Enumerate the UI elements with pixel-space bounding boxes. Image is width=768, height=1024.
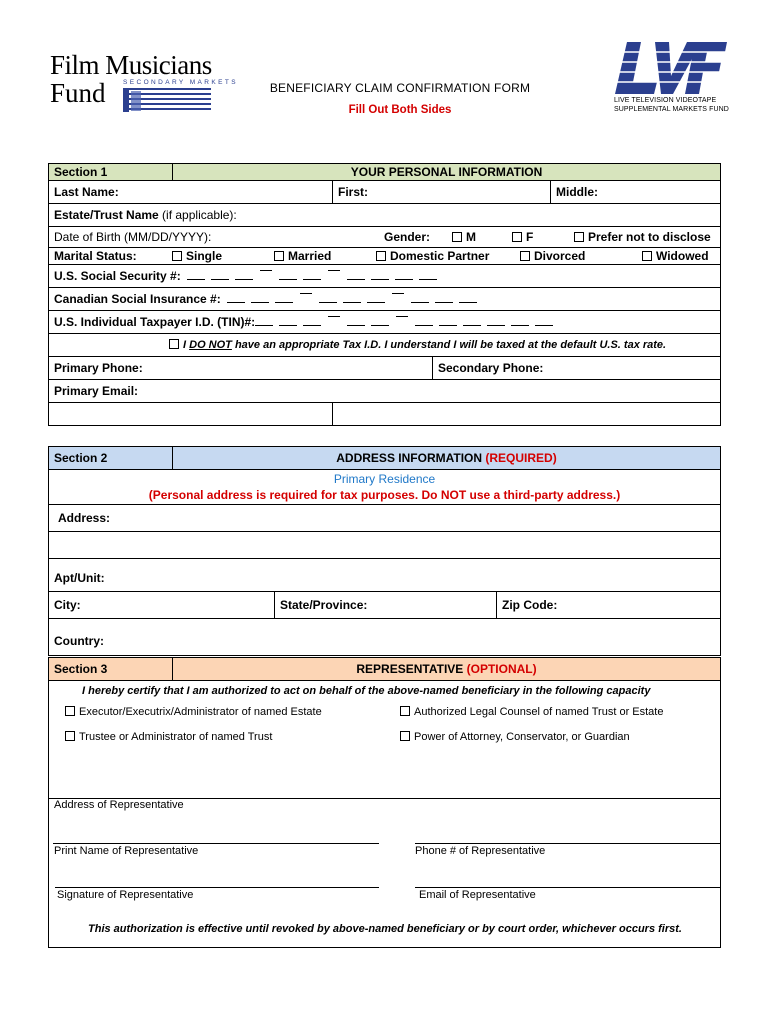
primary-residence-label: Primary Residence	[333, 472, 436, 486]
sin-label: Canadian Social Insurance #:	[54, 292, 221, 306]
trustee-checkbox[interactable]	[65, 731, 75, 741]
trustee-label: Trustee or Administrator of named Trust	[79, 731, 273, 744]
no-tax-id-a: I	[183, 338, 190, 351]
middle-name-label: Middle:	[556, 185, 598, 199]
zip-field[interactable]	[497, 592, 721, 619]
lvf-line1: LIVE TELEVISION VIDEOTAPE	[614, 97, 717, 104]
rep-phone-line	[415, 843, 721, 844]
trustee-option[interactable]	[65, 731, 400, 743]
marital-widowed-checkbox[interactable]	[642, 251, 652, 261]
section1-table	[48, 163, 721, 426]
executor-option[interactable]	[65, 706, 400, 718]
section2-title-cell	[173, 447, 721, 470]
marital-domestic-label: Domestic Partner	[390, 249, 490, 263]
section3-optional: (OPTIONAL)	[466, 662, 537, 676]
no-tax-id-row	[49, 334, 721, 357]
middle-name-field[interactable]	[551, 181, 721, 204]
zip-label: Zip Code:	[502, 598, 558, 612]
estate-trust-field[interactable]	[49, 204, 721, 227]
marital-label: Marital Status:	[54, 249, 137, 263]
section2-title: ADDRESS INFORMATION	[336, 451, 483, 465]
rep-signature-line	[55, 887, 379, 888]
authorization-note: This authorization is effective until revoked by above-named beneficiary or by court order, whichever occurs first.	[88, 923, 682, 935]
rep-email-label: Email of Representative	[419, 889, 536, 901]
rep-phone-label: Phone # of Representative	[415, 845, 546, 857]
section3-title-cell	[173, 658, 721, 681]
marital-married-label: Married	[288, 249, 332, 263]
gender-m-label: M	[466, 230, 476, 244]
country-label: Country:	[54, 634, 104, 648]
certify-text: I hereby certify that I am authorized to act on behalf of the above-named beneficiary in the following capacity	[82, 685, 651, 697]
city-field[interactable]	[49, 592, 275, 619]
rep-name-label: Print Name of Representative	[54, 845, 199, 857]
marital-single-label: Single	[186, 249, 223, 263]
poa-checkbox[interactable]	[400, 731, 410, 741]
marital-widowed-label: Widowed	[656, 249, 709, 263]
primary-email-label: Primary Email:	[54, 384, 139, 398]
representative-block	[49, 799, 721, 948]
section1-title: YOUR PERSONAL INFORMATION	[173, 164, 721, 181]
rep-name-line	[53, 843, 379, 844]
marital-domestic-checkbox[interactable]	[376, 251, 386, 261]
marital-single-checkbox[interactable]	[172, 251, 182, 261]
last-name-field[interactable]	[49, 181, 333, 204]
address-label: Address:	[58, 511, 111, 525]
lvf-line2: SUPPLEMENTAL MARKETS FUND	[614, 106, 729, 113]
secondary-phone-field[interactable]	[433, 357, 721, 380]
state-field[interactable]	[275, 592, 497, 619]
primary-phone-label: Primary Phone:	[54, 361, 143, 375]
email-extra-right[interactable]	[333, 403, 721, 426]
primary-phone-field[interactable]	[49, 357, 433, 380]
primary-email-field[interactable]	[49, 380, 721, 403]
primary-residence-cell	[49, 470, 721, 505]
gender-label: Gender:	[384, 230, 431, 244]
executor-label: Executor/Executrix/Administrator of named Estate	[79, 706, 322, 718]
counsel-label: Authorized Legal Counsel of named Trust or Estate	[414, 706, 664, 718]
tin-label: U.S. Individual Taxpayer I.D. (TIN)#:	[54, 315, 256, 329]
estate-label-rest: (if applicable):	[158, 208, 237, 222]
fmf-logo-line1: Film Musicians	[50, 50, 212, 80]
rep-signature-field[interactable]	[49, 859, 721, 887]
gender-prefer-checkbox[interactable]	[574, 232, 584, 242]
gender-f-label: F	[526, 230, 534, 244]
marital-status-row	[49, 248, 721, 265]
country-field[interactable]	[49, 619, 721, 656]
last-name-label: Last Name:	[54, 185, 119, 199]
executor-checkbox[interactable]	[65, 706, 75, 716]
fmf-logo-line2: Fund	[50, 78, 106, 108]
address-line2-field[interactable]	[49, 532, 721, 559]
fmf-logo-sub: SECONDARY MARKETS	[123, 79, 238, 86]
secondary-phone-label: Secondary Phone:	[438, 361, 544, 375]
section2-label: Section 2	[49, 447, 173, 470]
gender-m-checkbox[interactable]	[452, 232, 462, 242]
email-extra-left[interactable]	[49, 403, 333, 426]
section1-label: Section 1	[49, 164, 173, 181]
ssn-field[interactable]	[49, 265, 721, 288]
capacity-cell	[49, 681, 721, 799]
poa-label: Power of Attorney, Conservator, or Guardian	[414, 731, 630, 744]
first-name-field[interactable]	[333, 181, 551, 204]
rep-address-field[interactable]	[49, 815, 721, 843]
form-subtitle: Fill Out Both Sides	[348, 104, 452, 116]
lvf-logo	[615, 40, 727, 96]
city-label: City:	[54, 598, 81, 612]
address-field[interactable]	[49, 505, 721, 532]
no-tax-id-checkbox[interactable]	[169, 339, 179, 349]
sin-field[interactable]	[49, 288, 721, 311]
tin-field[interactable]	[49, 311, 721, 334]
counsel-option[interactable]	[400, 706, 663, 718]
no-tax-id-b: have an appropriate Tax I.D. I understand I will be taxed at the default U.S. tax rate.	[231, 338, 667, 351]
ssn-label: U.S. Social Security #:	[54, 269, 181, 283]
address-notice: (Personal address is required for tax purposes. Do NOT use a third-party address.)	[148, 488, 621, 502]
section3-label: Section 3	[49, 658, 173, 681]
gender-f-checkbox[interactable]	[512, 232, 522, 242]
rep-email-line	[415, 887, 721, 888]
marital-divorced-checkbox[interactable]	[520, 251, 530, 261]
section3-title: REPRESENTATIVE	[356, 662, 464, 676]
estate-label-bold: Estate/Trust Name	[54, 208, 159, 222]
form-title: BENEFICIARY CLAIM CONFIRMATION FORM	[269, 81, 531, 95]
section2-required: (REQUIRED)	[485, 451, 557, 465]
first-name-label: First:	[338, 185, 368, 199]
dob-gender-row	[49, 227, 721, 248]
lvf-logo-text	[614, 96, 729, 114]
section2-table	[48, 446, 721, 656]
marital-married-checkbox[interactable]	[274, 251, 284, 261]
gender-prefer-label: Prefer not to disclose	[588, 230, 711, 244]
marital-divorced-label: Divorced	[534, 249, 586, 263]
section3-table	[48, 657, 721, 948]
poa-option[interactable]	[400, 731, 630, 743]
state-label: State/Province:	[280, 598, 368, 612]
counsel-checkbox[interactable]	[400, 706, 410, 716]
apt-field[interactable]	[49, 559, 721, 592]
rep-address-label: Address of Representative	[54, 799, 184, 811]
no-tax-id-underline: DO NOT	[189, 338, 232, 351]
rep-signature-label: Signature of Representative	[57, 889, 194, 901]
apt-label: Apt/Unit:	[54, 571, 105, 585]
dob-label: Date of Birth (MM/DD/YYYY):	[54, 230, 212, 244]
